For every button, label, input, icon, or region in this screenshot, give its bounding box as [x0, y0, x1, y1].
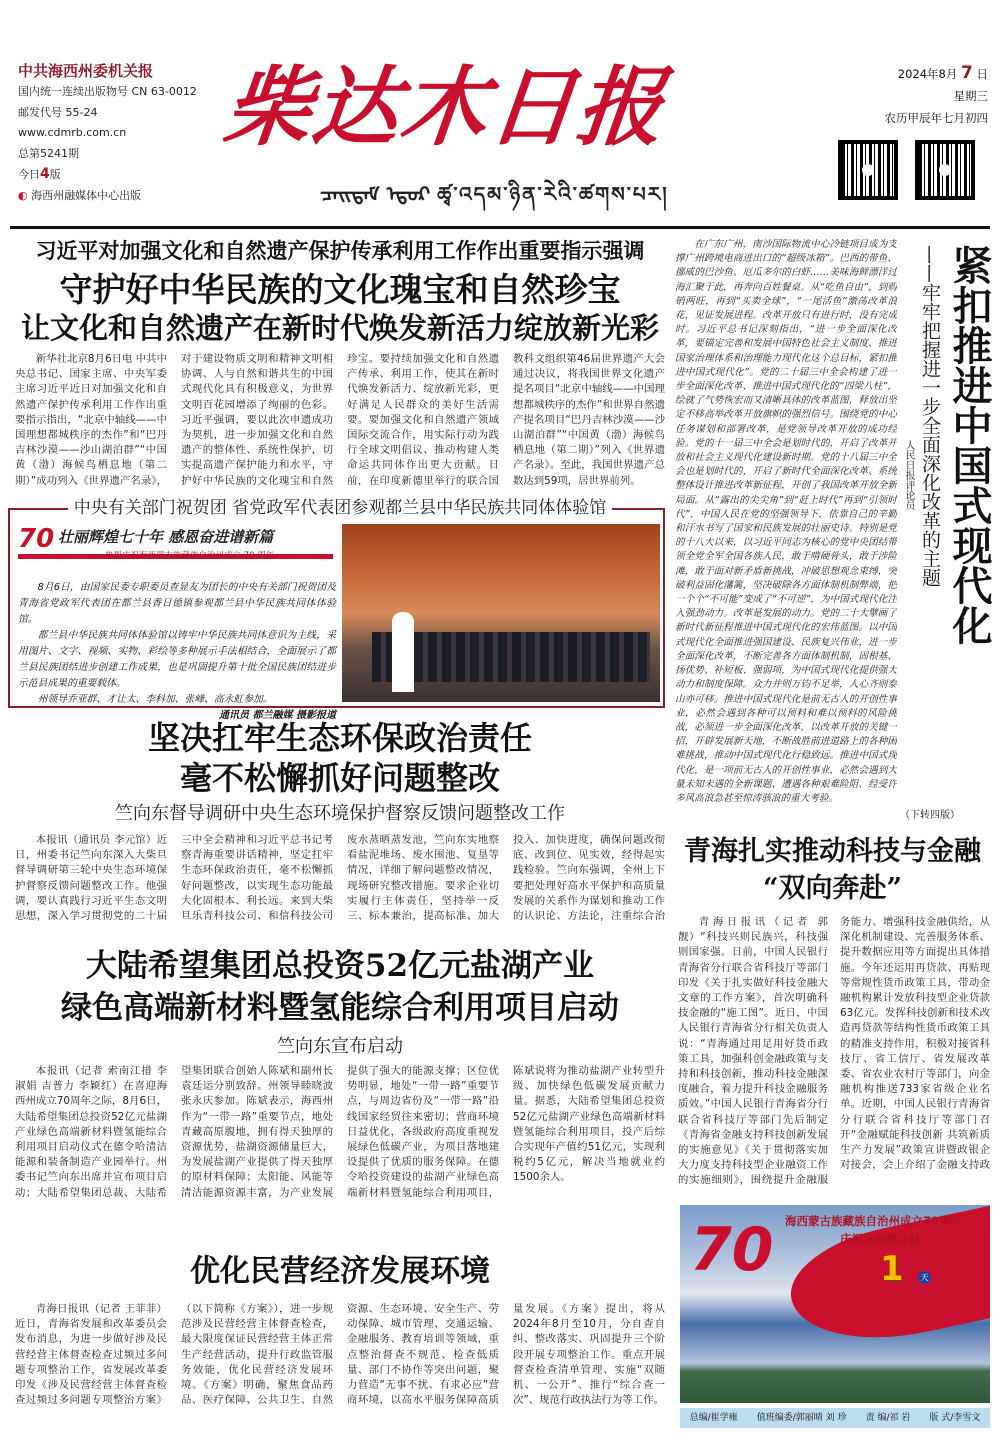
editor-credits: 总编/崔学雍 值班编委/郭丽晴 刘 珍 责 编/祁 岩 版 式/李雪文 [680, 1408, 990, 1428]
countdown-days: 1 [880, 1249, 904, 1289]
publication-info [18, 60, 218, 206]
article2-title-line2[interactable]: 毫不松懈抓好问题整改 [179, 759, 500, 797]
article5-title-line1[interactable]: 青海扎实推动科技与金融 [684, 836, 981, 867]
article2-title-line1[interactable]: 坚决扛牢生态环保政治责任 [147, 719, 532, 757]
editorial-title[interactable]: 紧扣推进中国式现代化 [946, 245, 993, 645]
article5-body: 青海日报讯（记者 郭靓）“科技兴则民族兴，科技强则国家强。日前，中国人民银行青海省分行联合省科技厅等部门印发《关于扎实做好科技金融大文章的工作方案》，首次明确科技金融的“施工图”。近日，中国人民银行青海省分行相关负责人说：“青海通过用足用好货币政策工具，加强科创金融政策与支持和科技创新，推动科技金融深度融合，着力提升科技金融服务质效。”中国人民银行青海省分行联合省科技厅等部门先后制定《青海省金融支持科技创新发展的实施意见》《关于贯彻落实加大力度支持科技型企业融资工作的实施细则》，围绕提升金融服务能力、增强科技金融供给，从深化机制建设、完善服务体系、提升数据应用等方面提出具体措施。今年还运用再贷款、再贴现等常规性货币政策工具，带动金融机构累计发放科技型企业贷款63亿元。发挥科技创新和技术改造再贷款等结构性货币政策工具的精准支持作用，积极对接省科技厅、省工信厅、省发展改革委、省农业农村厅等部门，向金融机构推送733家省级企业名单。近期，中国人民银行青海省分行联合省科技厅等部门召开“金融赋能科技创新 共筑新质生产力发展”政策宣讲暨政银企对接会，会上介绍了金融支持政 [678, 916, 990, 1187]
article1-kicker: 习近平对加强文化和自然遗产保护传承利用工作作出重要指示强调 [35, 239, 645, 263]
article3-body: 本报讯（记者 索南江措 李淑娟 吉普力 李颖红）在喜迎海西州成立70周年之际，8月6日，大陆希望集团总投资52亿元盐湖产业绿色高端新材料暨氢能综合利用项目启动仪式在德令哈清洁能源和装备制造产业园举行。州委书记竺向东出席并宣布项目启动；大陆希望集团总裁、大陆希望集团联合创始人陈斌和副州长袁廷运分别致辞。州领导睦晓波张永庆参加。陈斌表示，海西州作为“一带一路”重要节点，地处青藏高原腹地，拥有得天独厚的资源优势，盐湖资源储量巨大，为发展盐湖产业提供了得天独厚的原材料保障；太阳能、风能等清洁能源资源丰富，为产业发展提供了强大的能源支撑；区位优势明显，地处“一带一路”重要节点，与周边省份及“一带一路”沿线国家经贸往来密切；营商环境日益优化，各级政府高度重视发展绿色低碳产业，为项目落地建设提供了优质的服务保障。在德令哈投资建设的盐湖产业绿色高端新材料暨氢能综合利用项目，陈斌说将为推动盐湖产业转型升级、加快绿色低碳发展贡献力量。据悉，大陆希望集团总投资52亿元盐湖产业绿色高端新材料暨氢能综合利用项目，投产后综合实现年产值约51亿元，实现利税约5亿元，解决当地就业约1500余人。 [15, 1065, 665, 1199]
article3-title-line2[interactable]: 绿色高端新材料暨氢能综合利用项目启动 [61, 990, 619, 1026]
feature-subheadline[interactable]: 中央有关部门祝贺团 省党政军代表团参观都兰县中华民族共同体体验馆 [15, 497, 665, 519]
article4-body: 青海日报讯（记者 王菲菲）近日，青海省发展和改革委员会发布消息，为进一步做好涉及民营经营主体督查检查过频过多问题专项整治工作，省发展改革委印发《涉及民营经营主体督查检查过频过多问题专项整治方案》（以下简称《方案》），进一步规范涉及民营经营主体督查检查，最大限度保证民营经营主体正常生产经营活动，提升行政监管服务效能，优化民营经济发展环境。《方案》明确，聚焦食品药品、医疗保障、公共卫生、自然资源、生态环境、安全生产、劳动保障、城市管理、交通运输、金融服务、教育培训等领域，重点整治督查不规范、检查低质量、部门不协作等突出问题，聚力营造“无事不扰、有求必应”营商环境，以高水平服务保障高质量发展。《方案》提出，将从2024年8月至10月，分自查自纠、整改落实、巩固提升三个阶段开展专项整治工作。重点开展督查检查清单管理、实施“双随机、一公开”、推行“综合查一次”、规范行政执法行为等工作。 [15, 1303, 665, 1407]
article3-title-line1[interactable]: 大陆希望集团总投资52亿元盐湖产业 [85, 948, 595, 984]
cn-number: 国内统一连续出版物号 CN 63-0012 [18, 85, 197, 98]
anniversary-banner: 70 壮丽辉煌七十年 感恩奋进谱新篇 ——热烈庆祝海西蒙古族藏族自治州成立 70 周年 [18, 524, 333, 574]
news-photo [342, 524, 660, 702]
qr-code-icon[interactable] [915, 140, 975, 200]
editorial-subtitle: ——牢牢把握进一步全面深化改革的主题 [919, 245, 941, 587]
article3-subtitle: 竺向东宣布启动 [277, 1036, 403, 1057]
feature-body: 8月6日，由国家民委专职委员查显友为团长的中央有关部门祝贺团及青海省党政军代表团在都兰县香日德镇参观都兰县中华民族共同体体验馆。 都兰县中华民族共同体体验馆以铸牢中华民族共同体意识为主线，采用图片、文字、视频、实物、彩绘等多种展示手法相结合，全面展示了都兰县民族团结进步创建工作成果，也是巩固提升第十批全国民族团结进步示范县成果的重要载体。 州领导乔亚群、才让太、李科加、张峰、高永虹参加。 通讯员 都兰融媒 摄影报道 [18, 582, 336, 721]
article2-body: 本报讯（通讯员 李元馆）近日，州委书记竺向东深入大柴旦督导调研第三轮中央生态环境保护督察反馈问题整改工作。他强调，要认真践行习近平生态文明思想，深入学习贯彻党的二十届三中全会精神和习近平总书记考察青海重要讲话精神，坚定扛牢生态环保政治责任，毫不松懈抓好问题整改，以实现生态功能最大化固根本、利长远。来到大柴旦乐青科技公司、和信科技公司废水蒸晒蒸发池，竺向东实地察看盐泥堆场、废水围池、复垦等情况，详细了解问题整改情况，现场研究整改措施。要求企业切实履行主体责任，坚持举一反三、标本兼治，提高标准、加大投入、加快进度，确保问题改彻底、改到位、见实效，经得起实践检验。竺向东强调，全州上下要把处理好高水平保护和高质量发展的关系作为谋划和推动工作的认识论、方法论，注重综合治 [15, 834, 665, 923]
issue-number: 总第5241期 [18, 146, 79, 160]
article4-title[interactable]: 优化民营经济发展环境 [190, 1254, 490, 1289]
org-name: 中共海西州委机关报 [18, 62, 154, 80]
editorial-body: 在广东广州，南沙国际物流中心冷链项目成为支撑广州跨境电商进出口的“超级冰箱”。巴西的带鱼、挪威的巴沙鱼、厄瓜多尔的白虾……美味海鲜漂洋过海汇聚于此，再奔向百姓餐桌。从“吃鱼自由”，到购销两旺，再到“买卖全球”，“一尾活鱼”激荡改革浪花，见证发展进程。改革开放只有进行时，没有完成时。习近平总书记深刻指出，“进一步全面深化改革，要锚定完善和发展中国特色社会主义制度、推进国家治理体系和治理能力现代化这个总目标，紧扣推进中国式现代化”。党的二十届三中全会构建了进一步全面深化改革、推进中国式现代化的“四梁八柱”，绘就了气势恢宏而又清晰具体的改革蓝图，释放出坚定不移高举改革开放旗帜的强烈信号。围绕党的中心任务谋划和部署改革，是党领导改革开放的成功经验。党的十一届三中全会是划时代的，开启了改革开放和社会主义现代化建设新时期。党的十八届三中全会也是划时代的，开启了新时代全面深化改革、系统整体设计推进改革新征程，开创了我国改革开放全新局面。从“露出的尖尖角”到“赶上时代”再到“引领时代”，中国人民在党的坚强领导下，依靠自己的辛勤和汗水书写了国家和民族发展的壮丽史诗。特别是党的十八大以来，以习近平同志为核心的党中央团结带领全党全军全国各族人民，敢于啃硬骨头，敢于涉险滩，敢于面对新矛盾新挑战，冲破思想观念束缚，突破利益固化藩篱，坚决破除各方面体制机制弊端，把一个个“不可能”变成了“不可逆”，为中国式现代化注入强劲动力。改革是发展的动力。党的二十大擘画了新时代新征程推进中国式现代化的宏伟蓝图。以中国式现代化全面推进强国建设、民族复兴伟业，进一步全面深化改革，不断完善各方面体制机制，固根基、扬优势、补短板、强弱项，为中国式现代化提供强大动力和制度保障。众力并则万钧不足举，人心齐则泰山亦可移。推进中国式现代化是前无古人的开创性事业，必然会遇到各种可以预料和难以预料的风险挑战，必须进一步全面深化改革，以改革开放的关键一招，开辟发展新天地，不断战胜前进道路上的各种困难挑战，推动中国式现代化行稳致远。推进中国式现代化，是一项前无古人的开创性事业，必然会遇到大量未知未遇的全新课题、遭遇各种艰难险阻、经受许多风高浪急甚至惊涛骇浪的重大考验。 [675, 239, 897, 803]
article1-title-line2[interactable]: 让文化和自然遗产在新时代焕发新活力绽放新光彩 [20, 311, 659, 345]
countdown-ad[interactable]: 70 海西蒙古族藏族自治州成立70周年 庆祝大会倒计时 1 天 [680, 1205, 990, 1403]
page-count: 今日4版 [18, 166, 61, 182]
anniversary-logo-icon: 70 [690, 1215, 774, 1285]
editorial-author: 人民日报评论员 [903, 440, 914, 510]
issue-date: 2024年8月 7 日 星期三 农历甲辰年七月初四 [884, 63, 988, 125]
article2-subtitle: 竺向东督导调研中央生态环境保护督察反馈问题整改工作 [115, 803, 565, 824]
masthead-divider [10, 226, 990, 229]
qr-code-icon[interactable] [838, 140, 898, 200]
article1-title-line1[interactable]: 守护好中华民族的文化瑰宝和自然珍宝 [59, 270, 621, 309]
article5-title-line2[interactable]: “双向奔赴” [762, 873, 903, 904]
multilingual-title: ᠴᠠᠢᠳᠠᠮ ᠡᠳᠦᠷ ཚྭ་འདམ་ཉིན་རེའི་ཚགས་པར། [320, 182, 669, 206]
post-code: 邮发代号 55-24 [18, 105, 98, 119]
website: www.cdmrb.com.cn [18, 126, 127, 139]
publisher: ◐ 海西州融媒体中心出版 [18, 188, 142, 202]
article1-body: 新华社北京8月6日电 中共中央总书记、国家主席、中央军委主席习近平近日对加强文化和自然遗产保护传承利用工作作出重要指示指出，“北京中轴线——中国理想都城秩序的杰作”和“巴丹吉林沙漠——沙山湖泊群”“中国黄（渤）海候鸟栖息地（第二期）”成功列入《世界遗产名录》，对于建设物质文明和精神文明相协调、人与自然和谐共生的中国式现代化具有积极意义，为世界文明百花园增添了绚丽的色彩。习近平强调，要以此次申遗成功为契机，进一步加强文化和自然遗产的整体性、系统性保护，切实提高遗产保护能力和水平，守护好中华民族的文化瑰宝和自然珍宝。要持续加强文化和自然遗产传承、利用工作，使其在新时代焕发新活力、绽放新光彩，更好满足人民群众的美好生活需要。要加强文化和自然遗产领域国际交流合作，用实际行动为践行全球文明倡议、推动构建人类命运共同体作出更大贡献。日前，在印度新德里举行的联合国教科文组织第46届世界遗产大会通过决议，将我国世界文化遗产提名项目“北京中轴线——中国理想都城秩序的杰作”和世界自然遗产提名项目“巴丹吉林沙漠——沙山湖泊群”“中国黄（渤）海候鸟栖息地（第二期）”列入《世界遗产名录》。至此，我国世界遗产总数达到59项，居世界前列。 [15, 353, 665, 487]
publisher-logo-icon: ◐ [18, 188, 28, 202]
newspaper-title: 柴达木日报 [219, 57, 671, 158]
continued-note: （下转四版） [900, 810, 960, 821]
anniversary-logo-icon: 70 [18, 524, 55, 554]
